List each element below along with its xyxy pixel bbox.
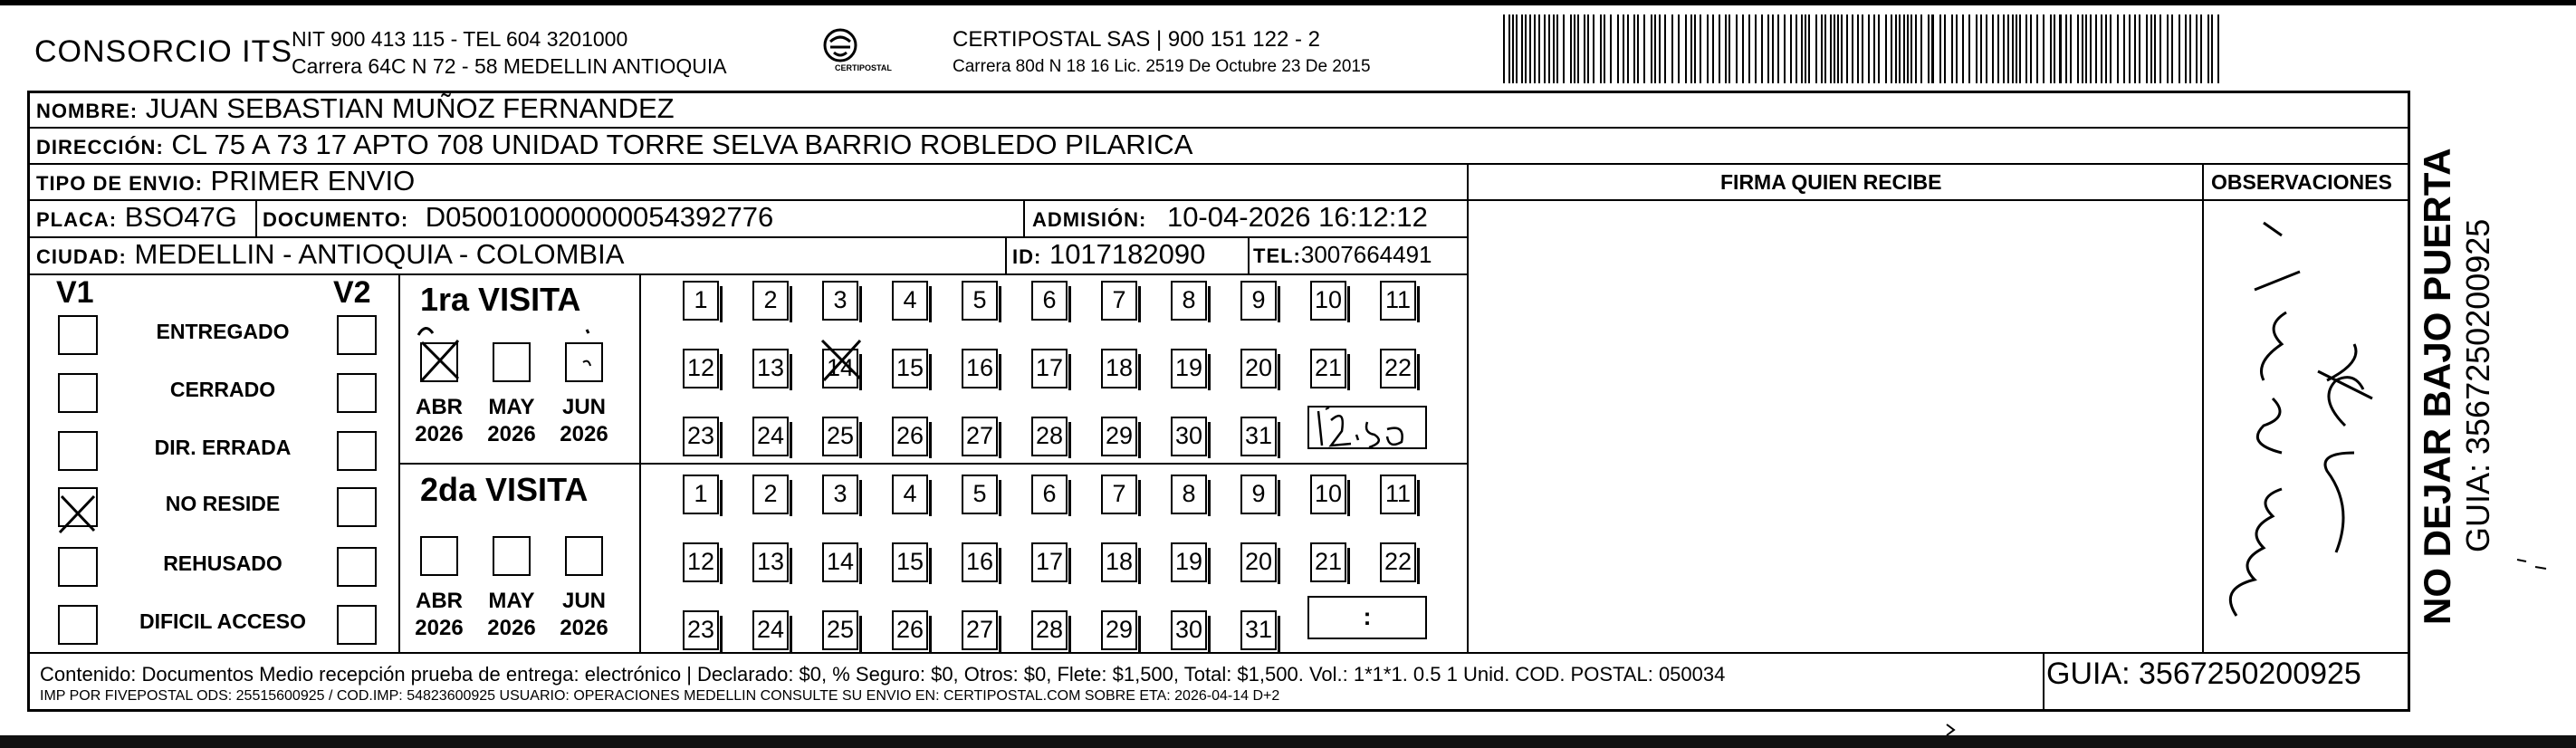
visit1-day-box: 6	[1031, 281, 1068, 321]
visit1-day-box: 27	[962, 417, 998, 456]
visit1-time-handwriting	[1318, 411, 1403, 447]
visit1-day-box: 10	[1310, 281, 1346, 321]
status-label: CERRADO	[169, 378, 276, 401]
visit2-month-name: ABR	[416, 589, 463, 613]
content-line: Contenido: Documentos Medio recepción prueba de entrega: electrónico | Declarado: $0, % Seguro: $0, Otros: $0, Flete: $1,500, Total: $1,500. Vol.: 1*1*1. 0.5 1 Unid. COD. POSTAL: 050034	[40, 663, 1726, 686]
guia-vertical: GUIA: 3567250200925	[2459, 218, 2496, 552]
visit2-day-box: 20	[1240, 542, 1277, 582]
visit1-day-box: 15	[892, 349, 928, 388]
visit1-day-box: 30	[1171, 417, 1207, 456]
no-reside-check-mark	[60, 496, 94, 532]
visit1-day-box: 22	[1380, 349, 1416, 388]
status-label: NO RESIDE	[165, 492, 281, 515]
visit2-day-box: 27	[962, 610, 998, 650]
visit1-month-name: MAY	[488, 395, 535, 419]
document-label: DOCUMENTO:	[263, 208, 409, 231]
plate-label: PLACA:	[36, 208, 118, 231]
visit2-day-box: 23	[683, 610, 719, 650]
v2-header: V2	[333, 275, 371, 310]
visit1-day-box: 8	[1171, 281, 1207, 321]
visit1-day-box: 24	[752, 417, 789, 456]
visit1-day-box: 1	[683, 281, 719, 321]
visit1-month-year: 2026	[487, 422, 536, 446]
visit2-day-box: 12	[683, 542, 719, 582]
visit2-time-box: :	[1307, 596, 1427, 639]
plate-value: BSO47G	[124, 201, 237, 233]
visit2-month-name: JUN	[561, 589, 606, 613]
shipping-type: PRIMER ENVIO	[210, 165, 416, 197]
visit2-day-box: 13	[752, 542, 789, 582]
visit1-day-box: 11	[1380, 281, 1416, 321]
visit1-day-box: 4	[892, 281, 928, 321]
visit1-day-box: 3	[822, 281, 858, 321]
id-value: 1017182090	[1049, 238, 1206, 270]
visit2-day-box: 25	[822, 610, 858, 650]
visit2-day-box: 6	[1031, 475, 1068, 514]
visit1-month-year: 2026	[560, 422, 608, 446]
signature-header: FIRMA QUIEN RECIBE	[1720, 170, 1942, 194]
bottom-border	[0, 735, 2576, 748]
visit1-month-name: JUN	[561, 395, 606, 419]
visit2-month-year: 2026	[415, 616, 464, 640]
company-address: Carrera 64C N 72 - 58 MEDELLIN ANTIOQUIA	[292, 54, 727, 78]
observations-header: OBSERVACIONES	[2211, 170, 2392, 194]
visit2-month-name: MAY	[488, 589, 535, 613]
visit1-day-box: 14	[822, 349, 858, 388]
visit1-day-box: 17	[1031, 349, 1068, 388]
carrier-name: CERTIPOSTAL SAS | 900 151 122 - 2	[953, 27, 1320, 52]
visit2-day-box: 26	[892, 610, 928, 650]
visit1-day-box: 20	[1240, 349, 1277, 388]
visit2-day-box: 10	[1310, 475, 1346, 514]
visit2-day-box: 21	[1310, 542, 1346, 582]
logo-caption: CERTIPOSTAL	[835, 63, 892, 72]
visit2-day-box: 14	[822, 542, 858, 582]
visit1-day-box: 9	[1240, 281, 1277, 321]
company-nit: NIT 900 413 115 - TEL 604 3201000	[292, 27, 628, 51]
visit1-day-box: 12	[683, 349, 719, 388]
visit1-month-name: ABR	[416, 395, 463, 419]
city-label: CIUDAD:	[36, 245, 127, 268]
visit1-day-box: 13	[752, 349, 789, 388]
v1-header: V1	[56, 275, 94, 310]
visit2-day-box: 16	[962, 542, 998, 582]
recipient-address: CL 75 A 73 17 APTO 708 UNIDAD TORRE SELVA BARRIO ROBLEDO PILARICA	[171, 129, 1193, 160]
visit1-day-box: 2	[752, 281, 789, 321]
visit1-day-box: 25	[822, 417, 858, 456]
recipient-name: JUAN SEBASTIAN MUÑOZ FERNANDEZ	[145, 92, 675, 124]
visit2-day-box: 17	[1031, 542, 1068, 582]
visit2-day-box: 11	[1380, 475, 1416, 514]
visit2-day-box: 7	[1101, 475, 1137, 514]
document-value: D050010000000054392776	[425, 201, 774, 233]
visit2-day-box: 18	[1101, 542, 1137, 582]
tel-value: 3007664491	[1300, 241, 1432, 268]
tel-label: TEL:	[1253, 245, 1301, 267]
shipping-type-label: TIPO DE ENVIO:	[36, 172, 203, 195]
carrier-address: Carrera 80d N 18 16 Lic. 2519 De Octubre 23 De 2015	[953, 57, 1371, 76]
visit2-day-box: 29	[1101, 610, 1137, 650]
visit2-month-year: 2026	[560, 616, 608, 640]
day-14-check-mark	[822, 340, 860, 380]
visit1-day-box: 29	[1101, 417, 1137, 456]
visit1-day-box: 31	[1240, 417, 1277, 456]
visit2-day-box: 5	[962, 475, 998, 514]
visit2-day-box: 4	[892, 475, 928, 514]
visit1-title: 1ra VISITA	[420, 281, 581, 318]
status-label: REHUSADO	[163, 551, 282, 575]
visit1-day-box: 21	[1310, 349, 1346, 388]
admission-value: 10-04-2026 16:12:12	[1166, 201, 1428, 233]
visit1-day-box: 23	[683, 417, 719, 456]
visit1-day-box: 7	[1101, 281, 1137, 321]
visit1-day-box: 16	[962, 349, 998, 388]
city-value: MEDELLIN - ANTIOQUIA - COLOMBIA	[134, 238, 625, 270]
admission-label: ADMISIÓN:	[1032, 208, 1147, 231]
visit1-day-box: 26	[892, 417, 928, 456]
company-name: CONSORCIO ITS	[34, 34, 293, 69]
visit1-month-year: 2026	[415, 422, 464, 446]
visit2-title: 2da VISITA	[420, 471, 589, 508]
visit2-day-box: 1	[683, 475, 719, 514]
visit2-day-box: 22	[1380, 542, 1416, 582]
name-label: NOMBRE:	[36, 100, 139, 122]
visit2-day-box: 31	[1240, 610, 1277, 650]
visit1-day-box: 19	[1171, 349, 1207, 388]
status-label: DIFICIL ACCESO	[139, 609, 306, 633]
id-label: ID:	[1012, 245, 1042, 268]
status-label: DIR. ERRADA	[154, 436, 292, 459]
status-label: ENTREGADO	[156, 320, 290, 343]
observation-handwriting	[2230, 223, 2300, 616]
guia-number: GUIA: 3567250200925	[2046, 657, 2361, 691]
visit1-day-box: 28	[1031, 417, 1068, 456]
visit2-day-box: 8	[1171, 475, 1207, 514]
visit2-day-box: 15	[892, 542, 928, 582]
visit2-day-box: 30	[1171, 610, 1207, 650]
visit1-day-box: 18	[1101, 349, 1137, 388]
visit1-day-box: 5	[962, 281, 998, 321]
visit2-day-box: 2	[752, 475, 789, 514]
visit2-day-box: 9	[1240, 475, 1277, 514]
visit2-day-box: 28	[1031, 610, 1068, 650]
visit2-day-box: 19	[1171, 542, 1207, 582]
visit2-day-box: 3	[822, 475, 858, 514]
abr-check-mark	[418, 328, 458, 380]
visit2-month-year: 2026	[487, 616, 536, 640]
address-label: DIRECCIÓN:	[36, 136, 164, 158]
imp-line: IMP POR FIVEPOSTAL ODS: 25515600925 / COD.IMP: 54823600925 USUARIO: OPERACIONES MEDELLIN CONSULTE SU ENVIO EN: CERTIPOSTAL.COM SOBRE ETA: 2026-04-14 D+2	[40, 688, 1280, 704]
visit2-day-box: 24	[752, 610, 789, 650]
warning-vertical: NO DEJAR BAJO PUERTA	[2416, 148, 2458, 625]
